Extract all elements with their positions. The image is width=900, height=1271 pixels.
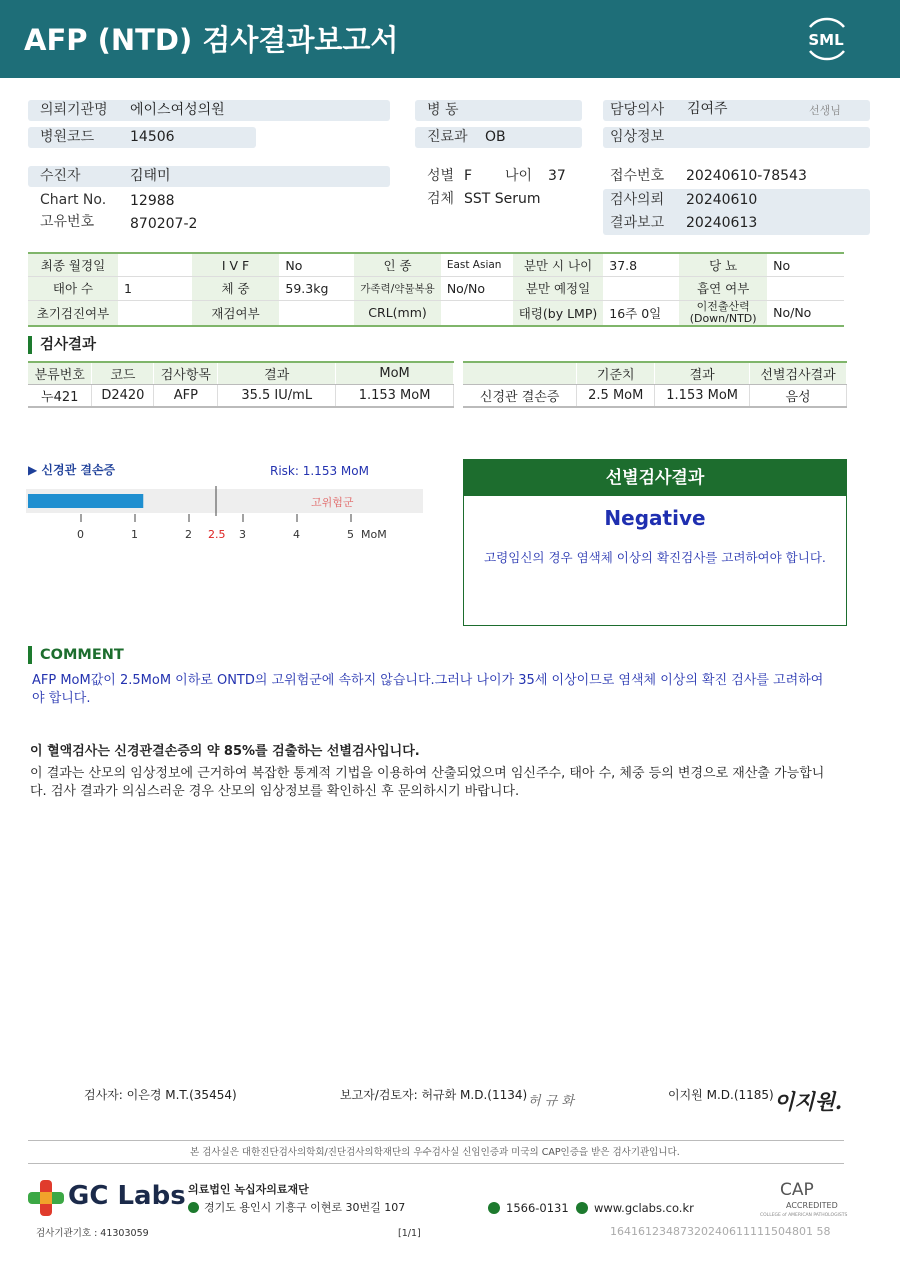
table-cell: 이전출산력 (Down/NTD) (679, 300, 767, 326)
table-cell (118, 253, 192, 277)
table-cell: 가족력/약물복용 (354, 277, 441, 301)
table-cell: 당 뇨 (679, 253, 767, 277)
tick-label: 4 (293, 528, 300, 541)
table-cell: 1.153 MoM (336, 384, 454, 407)
notice-bold: 이 혈액검사는 신경관결손증의 약 85%를 검출하는 선별검사입니다. (30, 744, 420, 759)
table-row (28, 277, 844, 301)
report-value: 20240613 (686, 215, 758, 231)
table-header: 분류번호 (28, 362, 92, 384)
table-header: 선별검사결과 (750, 362, 847, 384)
risk-scale-chart (26, 486, 431, 550)
table-cell: 흡연 여부 (679, 277, 767, 301)
ward-label: 병 동 (427, 102, 459, 118)
tick-label: 0 (77, 528, 84, 541)
risk-bar (28, 494, 143, 508)
table-header-row (463, 362, 847, 384)
reporter-signature: 보고자/검토자: 허규화 M.D.(1134) (340, 1088, 528, 1102)
doctor-value: 김여주 (687, 101, 728, 117)
clinical-table (28, 252, 844, 327)
table-row (28, 253, 844, 277)
tick-label: 5 (347, 528, 354, 541)
table-cell: 음성 (750, 384, 847, 407)
address: 경기도 용인시 기흥구 이현로 30번길 107 (204, 1201, 406, 1214)
tick-label: 2.5 (208, 528, 226, 541)
comment-text: AFP MoM값이 2.5MoM 이하로 ONTD의 고위험군에 속하지 않습니다.그러나 나이가 35세 이상이므로 염색체 이상의 확진 검사를 고려하여야 합니다. (32, 673, 824, 706)
location-icon (188, 1202, 199, 1213)
table-cell: D2420 (92, 384, 154, 407)
table-cell: No/No (441, 277, 513, 301)
table-cell: 16주 0일 (603, 300, 679, 326)
tick-label: 1 (131, 528, 138, 541)
comment-title: COMMENT (28, 646, 124, 664)
chart-label: Chart No. (40, 192, 107, 208)
table-cell: CRL(mm) (354, 300, 441, 326)
risk-text: Risk: 1.153 MoM (270, 464, 369, 478)
svg-text:SML: SML (808, 31, 844, 49)
results-table-left (28, 361, 454, 408)
sex-value: F (464, 168, 473, 184)
table-cell: 재검여부 (192, 300, 280, 326)
results-table-right (463, 361, 847, 408)
table-cell: 37.8 (603, 253, 679, 277)
unique-label: 고유번호 (40, 214, 95, 230)
table-cell: I V F (192, 253, 280, 277)
table-row (28, 384, 454, 407)
patient-value: 김태미 (130, 168, 171, 184)
table-cell (279, 300, 354, 326)
table-header: 결과 (655, 362, 750, 384)
tick-label: 3 (239, 528, 246, 541)
screening-result-box (463, 459, 847, 626)
institution-number: 검사기관기호 : 41303059 (36, 1228, 149, 1239)
table-cell: 1.153 MoM (655, 384, 750, 407)
barcode-number: 16416123487320240611111504801 58 (610, 1225, 831, 1238)
table-cell: AFP (154, 384, 218, 407)
table-cell: 최종 월경일 (28, 253, 118, 277)
institution-label: 의뢰기관명 (40, 102, 108, 118)
table-cell: 인 종 (354, 253, 441, 277)
table-cell: No/No (767, 300, 844, 326)
cap-accredited-logo (760, 1180, 848, 1218)
age-label: 나이 (505, 168, 533, 184)
table-cell: No (767, 253, 844, 277)
receipt-label: 접수번호 (610, 168, 665, 184)
clinical-label: 임상정보 (610, 129, 665, 145)
screening-result: Negative (604, 506, 706, 530)
unique-value: 870207-2 (130, 216, 198, 232)
cap-sub: ACCREDITED (786, 1201, 838, 1210)
table-cell: 59.3kg (279, 277, 354, 301)
table-header-row (28, 362, 454, 384)
table-header (463, 362, 577, 384)
results-section-title: 검사결과 (28, 336, 96, 354)
tick-unit-label: MoM (361, 528, 387, 541)
chart-value: 12988 (130, 193, 175, 209)
reporter-handwriting: 허 규 화 (528, 1094, 574, 1109)
foundation-name: 의료법인 녹십자의료재단 (188, 1183, 309, 1196)
risk-chart-label: ▶ 신경관 결손증 (28, 463, 116, 477)
request-label: 검사의뢰 (610, 192, 665, 208)
patient-label: 수진자 (40, 168, 81, 184)
report-header (0, 0, 900, 78)
table-header: 코드 (92, 362, 154, 384)
home-icon (576, 1202, 588, 1214)
gc-labs-logo: GC Labs (68, 1181, 186, 1211)
table-header: 기준치 (577, 362, 655, 384)
dept-label: 진료과 (427, 129, 468, 145)
table-cell: 1 (118, 277, 192, 301)
dept-value: OB (485, 129, 506, 145)
certification-text: 본 검사실은 대한진단검사의학회/진단검사의학재단의 우수검사실 신임인증과 미국의 CAP인증을 받은 검사기관입니다. (190, 1147, 680, 1158)
doctor-label: 담당의사 (610, 102, 665, 118)
director-handwriting: 이지원. (774, 1089, 843, 1114)
tester-signature: 검사자: 이은경 M.T.(35454) (84, 1088, 237, 1102)
divider (28, 1140, 844, 1141)
cap-small: COLLEGE of AMERICAN PATHOLOGISTS (760, 1213, 848, 1218)
table-cell: No (279, 253, 354, 277)
table-cell: 35.5 IU/mL (218, 384, 336, 407)
screening-title: 선별검사결과 (464, 460, 846, 496)
hospital-code-label: 병원코드 (40, 129, 95, 145)
table-header: 결과 (218, 362, 336, 384)
page-number: [1/1] (398, 1228, 421, 1239)
phone-icon (488, 1202, 500, 1214)
report-label: 결과보고 (610, 215, 665, 231)
table-cell: 태령(by LMP) (513, 300, 604, 326)
screening-note: 고령임신의 경우 염색체 이상의 확진검사를 고려하여야 합니다. (484, 550, 826, 565)
age-value: 37 (548, 168, 566, 184)
table-cell: 분만 시 나이 (513, 253, 604, 277)
director-signature: 이지원 M.D.(1185) (668, 1088, 774, 1102)
notice-body: 이 결과는 산모의 임상정보에 근거하여 복잡한 통계적 기법을 이용하여 산출되었으며 임신주수, 태아 수, 체중 등의 변경으로 재산출 가능합니다. 검사 결과가 의심스러운 경우 산모의 임상정보를 확인하신 후 문의하시기 바랍니다. (30, 766, 825, 799)
table-cell: 누421 (28, 384, 92, 407)
doctor-suffix: 선생님 (809, 104, 841, 117)
tick-label: 2 (185, 528, 192, 541)
request-value: 20240610 (686, 192, 758, 208)
website: www.gclabs.co.kr (594, 1201, 694, 1215)
table-cell: 2.5 MoM (577, 384, 655, 407)
table-cell (441, 300, 513, 326)
specimen-value: SST Serum (464, 191, 541, 207)
cap-title: CAP (780, 1180, 814, 1200)
table-cell (118, 300, 192, 326)
divider (28, 1163, 844, 1164)
table-cell: 체 중 (192, 277, 280, 301)
report-title: AFP (NTD) 검사결과보고서 (24, 23, 399, 57)
table-cell: East Asian (441, 253, 513, 277)
table-row (463, 384, 847, 407)
gc-cross-icon (28, 1180, 64, 1220)
table-cell: 태아 수 (28, 277, 118, 301)
phone-number: 1566-0131 (506, 1201, 569, 1215)
table-cell (603, 277, 679, 301)
table-cell: 신경관 결손증 (463, 384, 577, 407)
table-cell: 분만 예정일 (513, 277, 604, 301)
sex-label: 성별 (427, 168, 455, 184)
table-header: MoM (336, 362, 454, 384)
high-risk-label: 고위험군 (311, 496, 354, 509)
table-cell: 초기검진여부 (28, 300, 118, 326)
table-row (28, 300, 844, 326)
receipt-value: 20240610-78543 (686, 168, 807, 184)
institution-value: 에이스여성의원 (130, 102, 225, 118)
sml-logo-icon (800, 15, 852, 63)
specimen-label: 검체 (427, 191, 455, 207)
table-cell (767, 277, 844, 301)
table-header: 검사항목 (154, 362, 218, 384)
hospital-code-value: 14506 (130, 129, 175, 145)
